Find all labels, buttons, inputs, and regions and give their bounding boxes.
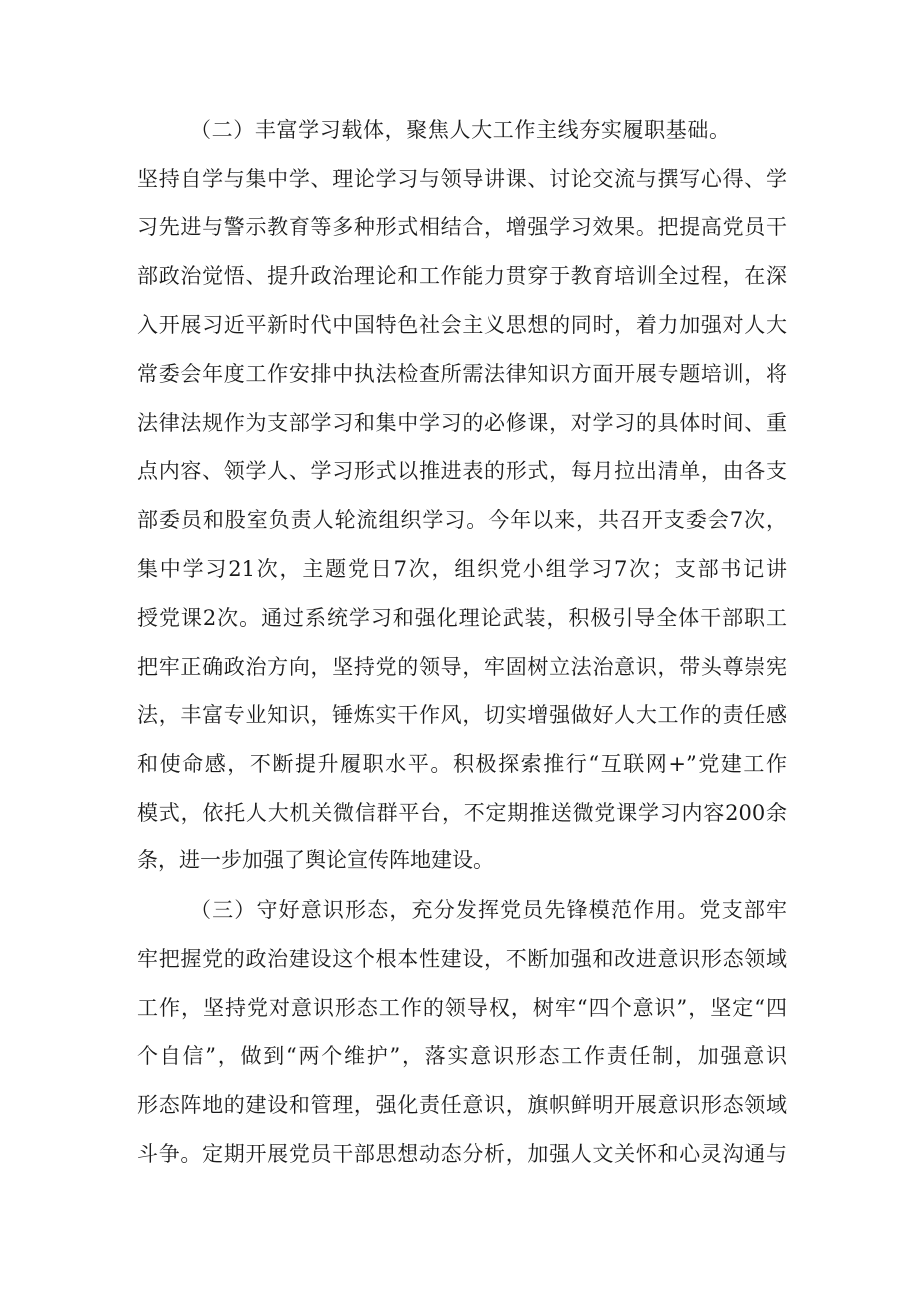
paragraph-line: 集中学习21次，主题党日7次，组织党小组学习7次；支部书记讲 bbox=[137, 557, 787, 581]
paragraph-line: 个自信”，做到“两个维护”，落实意识形态工作责任制，加强意识 bbox=[137, 1044, 787, 1068]
section2-heading: （二）丰富学习载体，聚焦人大工作主线夯实履职基础。 bbox=[190, 118, 730, 142]
paragraph-line: 法，丰富专业知识，锤炼实干作风，切实增强做好人大工作的责任感 bbox=[137, 703, 787, 727]
paragraph-line: 习先进与警示教育等多种形式相结合，增强学习效果。把提高党员干 bbox=[137, 215, 787, 239]
paragraph-line: 条，进一步加强了舆论宣传阵地建设。 bbox=[137, 848, 494, 872]
paragraph-line: 形态阵地的建设和管理，强化责任意识，旗帜鲜明开展意识形态领域 bbox=[137, 1093, 787, 1117]
paragraph-line: 斗争。定期开展党员干部思想动态分析，加强人文关怀和心灵沟通与 bbox=[137, 1142, 787, 1166]
paragraph-line: 部政治觉悟、提升政治理论和工作能力贯穿于教育培训全过程，在深 bbox=[137, 264, 787, 288]
paragraph-line: 牢把握党的政治建设这个根本性建设，不断加强和改进意识形态领域 bbox=[137, 947, 787, 971]
paragraph-line: 点内容、领学人、学习形式以推进表的形式，每月拉出清单，由各支 bbox=[137, 459, 787, 483]
paragraph-line: 授党课2次。通过系统学习和强化理论武装，积极引导全体干部职工 bbox=[137, 606, 787, 630]
paragraph-line: 法律法规作为支部学习和集中学习的必修课，对学习的具体时间、重 bbox=[137, 411, 787, 435]
paragraph-line: 坚持自学与集中学、理论学习与领导讲课、讨论交流与撰写心得、学 bbox=[137, 167, 787, 191]
paragraph-line: 把牢正确政治方向，坚持党的领导，牢固树立法治意识，带头尊崇宪 bbox=[137, 655, 787, 679]
section3-heading: （三）守好意识形态，充分发挥党员先锋模范作用。党支部牢 bbox=[190, 898, 787, 922]
paragraph-line: 和使命感，不断提升履职水平。积极探索推行“互联网+”党建工作 bbox=[137, 752, 787, 776]
paragraph-line: 常委会年度工作安排中执法检查所需法律知识方面开展专题培训，将 bbox=[137, 362, 787, 386]
paragraph-line: 模式，依托人大机关微信群平台，不定期推送微党课学习内容200余 bbox=[137, 801, 787, 825]
paragraph-line: 工作，坚持党对意识形态工作的领导权，树牢“四个意识”，坚定“四 bbox=[137, 996, 787, 1020]
paragraph-line: 入开展习近平新时代中国特色社会主义思想的同时，着力加强对人大 bbox=[137, 313, 787, 337]
paragraph-line: 部委员和股室负责人轮流组织学习。今年以来，共召开支委会7次， bbox=[137, 508, 787, 532]
